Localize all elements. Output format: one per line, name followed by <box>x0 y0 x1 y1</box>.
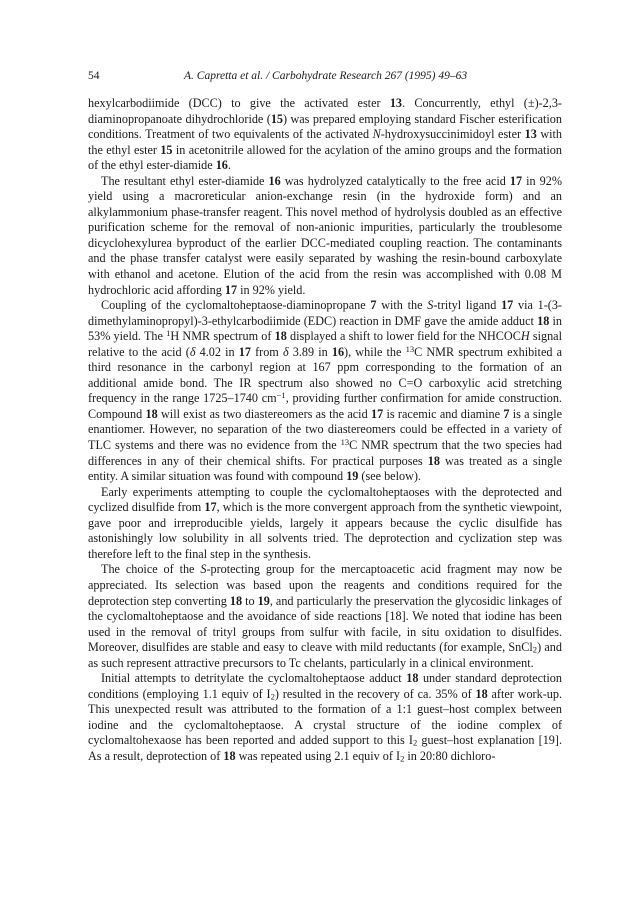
text-run: after work-up. This unexpected result was attributed to the formation of a 1:1 guest–host complex between iodine and the cyclomaltoheptaose. A crystal structure of the iodine complex of cyclomaltohexaose has been reported and added support to this I <box>88 686 562 748</box>
compound-number: 17 <box>370 406 384 421</box>
compound-number: 7 <box>370 298 377 313</box>
compound-number: 15 <box>160 142 173 157</box>
text-run: 3.89 in <box>288 344 332 359</box>
compound-number: 17 <box>204 500 217 515</box>
compound-number: 7 <box>503 406 510 421</box>
italic-text: δ <box>282 344 289 359</box>
text-run: to <box>242 593 258 608</box>
text-run: will exist as two diastereomers as the acid <box>157 406 371 421</box>
text-run: with the <box>376 298 428 313</box>
subscript: 2 <box>532 644 538 655</box>
compound-number: 16 <box>331 344 345 359</box>
text-run: ± <box>527 96 535 110</box>
body-paragraph-4 <box>88 485 562 563</box>
text-run: is racemic and diamine <box>383 406 504 421</box>
compound-number: 18 <box>475 686 488 701</box>
compound-number: 18 <box>274 329 287 344</box>
body-paragraph-2 <box>88 174 562 298</box>
compound-number: 18 <box>537 313 550 328</box>
compound-number: 17 <box>238 344 251 359</box>
text-run: . Concurrently, ethyl ( <box>402 96 528 110</box>
compound-number: 13 <box>524 127 537 142</box>
body-paragraph-5 <box>88 562 562 671</box>
text-run: The resultant ethyl ester-diamide <box>101 173 269 188</box>
compound-number: 16 <box>268 173 281 188</box>
text-run: in 53% yield. The <box>88 313 562 344</box>
text-run: )-2,3-diaminopropanoate dihydrochloride ( <box>88 96 562 126</box>
text-run: displayed a shift to lower field for the NHCOC <box>286 329 521 344</box>
text-run: C NMR spectrum exhibited a third resonance in the carbonyl region at 167 ppm corresponding to the formation of an additional amide bond. The IR spectrum also showed no C=O carboxylic acid stretching frequency in the range 1725–1740 cm <box>88 344 563 406</box>
italic-text: S <box>200 562 207 577</box>
text-run: Early experiments attempting to couple the cyclomaltoheptaoses with the deprotected and cyclized disulfide from <box>88 484 562 515</box>
text-run: Coupling of the cyclomaltoheptaose-diaminopropane <box>101 298 371 313</box>
compound-number: 13 <box>389 96 402 110</box>
italic-text: H <box>520 329 530 344</box>
compound-number: 18 <box>145 406 158 421</box>
text-run: under standard deprotection conditions (employing 1.1 equiv of I <box>88 671 562 701</box>
text-run: Initial attempts to detritylate the cyclomaltoheptaose adduct <box>101 671 407 686</box>
text-run: -hydroxysuccinimidoyl ester <box>380 127 525 142</box>
compound-number: 17 <box>509 173 523 188</box>
superscript: 1 <box>166 328 171 339</box>
text-run: H NMR spectrum of <box>170 329 275 344</box>
subscript: 2 <box>270 691 275 702</box>
compound-number: 19 <box>346 469 359 484</box>
text-run: , and particularly the preservation the glycosidic linkages of the cyclomaltoheptaose and the avoidance of side reactions [18]. We noted that iodine has been used in the removal of trityl groups from sulfur with facile, in situ oxidation to disulfides. Moreover, disulfides are stable and easy to cleave with mild reductants (for example, SnCl <box>88 593 562 655</box>
italic-text: δ <box>189 344 196 359</box>
text-run: from <box>250 344 283 359</box>
text-run: ) resulted in the recovery of ca. 35% of <box>274 686 476 701</box>
text-run: guest–host explanation [19]. As a result, deprotection of <box>88 733 562 763</box>
text-run: hexylcarbodiimide (DCC) to give the activated ester <box>88 96 390 110</box>
subscript: 2 <box>400 753 405 764</box>
compound-number: 15 <box>270 111 283 126</box>
superscript: 13 <box>340 437 350 448</box>
text-run: via 1-(3-dimethylaminopropyl)-3-ethylcarbodiimide (EDC) reaction in DMF gave the amide adduct <box>88 298 562 328</box>
compound-number: 18 <box>427 453 440 468</box>
text-run: is a single enantiomer. However, no separation of the two diastereomers could be effected in a variety of TLC systems and there was no evidence from the <box>88 406 563 453</box>
text-run: in acetonitrile allowed for the acylation of the amino groups and the formation of the ethyl ester-diamide <box>88 142 562 173</box>
text-run: -protecting group for the mercaptoacetic acid fragment may now be appreciated. Its selection was based upon the reagents and conditions required for the deprotection step converting <box>88 562 562 608</box>
running-head <box>88 70 562 86</box>
superscript: 13 <box>405 343 415 354</box>
text-run: ) and as such represent attractive precursors to Tc chelants, particularly in a clinical environment. <box>88 640 562 670</box>
compound-number: 19 <box>257 593 270 608</box>
body-paragraph-6 <box>88 671 562 764</box>
text-run: was hydrolyzed catalytically to the free acid <box>280 173 510 188</box>
body-text <box>88 96 562 765</box>
text-run: was repeated using 2.1 equiv of I <box>235 748 401 763</box>
text-run: ), while the <box>344 344 406 359</box>
compound-number: 17 <box>224 282 238 297</box>
text-run: signal relative to the acid ( <box>88 329 562 359</box>
italic-text: N <box>372 127 381 142</box>
subscript: 2 <box>412 738 418 749</box>
italic-text: S <box>427 298 434 313</box>
text-run: ) was prepared employing standard Fischer esterification conditions. Treatment of two equivalents of the activated <box>88 111 562 142</box>
text-run: C NMR spectrum that the two species had differences in any of their chemical shifts. For practical purposes <box>88 438 562 468</box>
text-run: . <box>227 158 231 173</box>
text-run: 4.02 in <box>195 344 239 359</box>
text-run: , providing further confirmation for amide construction. Compound <box>88 391 562 421</box>
compound-number: 18 <box>229 593 243 608</box>
journal-reference: A. Capretta et al. / Carbohydrate Research 267 (1995) 49–63 <box>184 70 468 82</box>
compound-number: 18 <box>406 671 419 686</box>
text-run: The choice of the <box>101 562 201 577</box>
compound-number: 18 <box>223 748 236 763</box>
text-run: in 20:80 dichloro- <box>404 748 496 763</box>
compound-number: 17 <box>501 298 514 313</box>
text-run: in 92% yield. <box>237 282 306 297</box>
text-run: with the ethyl ester <box>88 127 562 157</box>
text-run: in 92% yield using a macroreticular anion-exchange resin (in the hydroxide form) and an alkylammonium phase-transfer reagent. This novel method of hydrolysis doubled as an effective purification scheme for the removal of non-anionic impurities, particularly the troublesome dicyclohexylurea byproduct of the earlier DCC-mediated coupling reaction. The contaminants and the phase transfer catalyst were easily separated by washing the resin-bound carboxylate with ethanol and acetone. Elution of the acid from the resin was accomplished with 0.08 M hydrochloric acid affording <box>88 173 562 297</box>
superscript: −1 <box>276 390 286 401</box>
text-run: -trityl ligand <box>433 298 502 313</box>
page-number: 54 <box>88 70 100 82</box>
body-paragraph-3 <box>88 298 562 485</box>
body-paragraph-1 <box>88 96 562 174</box>
text-run: was treated as a single entity. A similar situation was found with compound <box>88 453 563 484</box>
text-run: (see below). <box>358 469 421 484</box>
compound-number: 16 <box>215 158 228 173</box>
text-run: , which is the more convergent approach from the synthetic viewpoint, gave poor and irreproducible yields, largely it appears because the cyclic disulfide has astonishingly low solubility in all solvents tried. The deprotection and cyclization step was therefore left to the final step in the synthesis. <box>88 500 562 561</box>
